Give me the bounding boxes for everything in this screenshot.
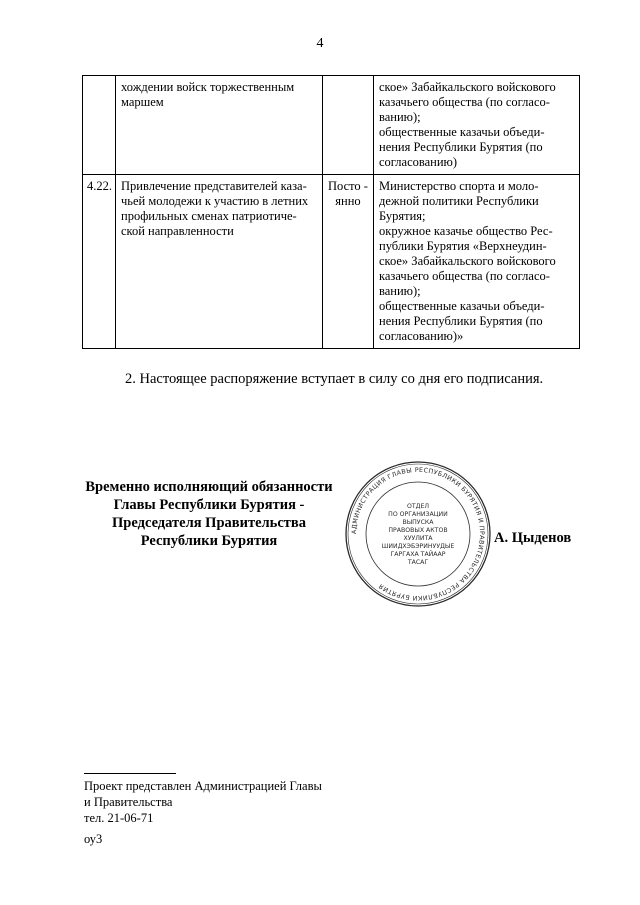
executors-line: общественные казачьи объеди- xyxy=(379,299,545,313)
signer-title-line: Председателя Правительства xyxy=(112,515,306,531)
term-cell xyxy=(323,175,374,349)
executors-line: согласованию) xyxy=(379,155,458,169)
executors-line: публики Бурятия «Верхнеудин- xyxy=(379,239,547,253)
seal-inner-line: ШИИДХЭБЭРИНУУДЫЕ xyxy=(381,543,455,550)
footnote-divider xyxy=(84,773,176,774)
executors-line: общественные казачьи объеди- xyxy=(379,125,545,139)
executors-line: Бурятия; xyxy=(379,209,426,223)
footnote-line: тел. 21-06-71 xyxy=(84,811,154,825)
executors-line: ское» Забайкальского войскового xyxy=(379,254,556,268)
row-number-cell xyxy=(83,76,116,175)
svg-text:АДМИНИСТРАЦИЯ ГЛАВЫ РЕСПУБЛИКИ xyxy=(351,467,485,601)
event-line: Привлечение представителей каза- xyxy=(121,179,307,193)
signer-title-line: Главы Республики Бурятия - xyxy=(113,497,305,513)
seal-inner-line: ГАРГАХА ТАЙААР xyxy=(390,551,446,558)
event-line: чьей молодежи к участию в летних xyxy=(121,194,309,208)
executors-line: дежной политики Республики xyxy=(379,194,539,208)
event-line: профильных сменах патриотиче- xyxy=(121,209,297,223)
footnote-line: Проект представлен Администрацией Главы xyxy=(84,779,322,793)
signer-title-line: Республики Бурятия xyxy=(140,533,278,549)
executors-line: ванию); xyxy=(379,110,421,124)
executors-line: казачьего общества (по согласо- xyxy=(379,269,550,283)
executors-line: ванию); xyxy=(379,284,421,298)
page-number: 4 xyxy=(316,36,324,51)
footnote-line: и Правительства xyxy=(84,795,173,809)
row-number-cell: 4.22. xyxy=(83,175,116,349)
event-line: хождении войск торжественным xyxy=(121,80,295,94)
executors-line: нения Республики Бурятия (по xyxy=(379,140,543,154)
executors-line: Министерство спорта и моло- xyxy=(379,179,539,193)
executors-cell xyxy=(374,76,580,175)
seal-inner-line: ПО ОРГАНИЗАЦИИ xyxy=(388,511,448,518)
executors-line: согласованию)» xyxy=(379,329,464,343)
event-cell xyxy=(116,175,323,349)
executors-line: нения Республики Бурятия (по xyxy=(379,314,543,328)
document-index: оу3 xyxy=(84,832,103,846)
event-cell xyxy=(116,76,323,175)
seal-inner-line: ОТДЕЛ xyxy=(406,503,430,510)
event-line: маршем xyxy=(121,95,164,109)
signer-title-line: Временно исполняющий обязанности xyxy=(85,479,333,495)
seal-outer-text: АДМИНИСТРАЦИЯ ГЛАВЫ РЕСПУБЛИКИ БУРЯТИЯ И ПРАВИТЕЛЬСТВА РЕСПУБЛИКИ БУРЯТИЯ xyxy=(350,466,486,602)
executors-cell xyxy=(374,175,580,349)
footnote xyxy=(84,778,322,826)
official-seal xyxy=(344,460,492,608)
table-row xyxy=(83,76,580,175)
table-row xyxy=(83,175,580,349)
term-line: янно xyxy=(335,194,361,208)
event-line: ской направленности xyxy=(121,224,234,238)
executors-line: казачьего общества (по согласо- xyxy=(379,95,550,109)
signer-name: А. Цыденов xyxy=(494,530,572,546)
seal-inner-line: ХУУЛИТА xyxy=(403,535,433,542)
seal-inner-line: ПРАВОВЫХ АКТОВ xyxy=(388,527,448,534)
term-line: Посто - xyxy=(328,179,368,193)
signer-title xyxy=(74,478,344,550)
executors-line: ское» Забайкальского войскового xyxy=(379,80,556,94)
executors-line: окружное казачье общество Рес- xyxy=(379,224,553,238)
term-cell xyxy=(323,76,374,175)
clause-2: 2. Настоящее распоряжение вступает в силу со дня его подписания. xyxy=(125,371,544,387)
seal-inner-line: ВЫПУСКА xyxy=(402,519,434,526)
seal-inner-line: ТАСАГ xyxy=(407,559,429,566)
action-plan-table xyxy=(82,75,580,349)
